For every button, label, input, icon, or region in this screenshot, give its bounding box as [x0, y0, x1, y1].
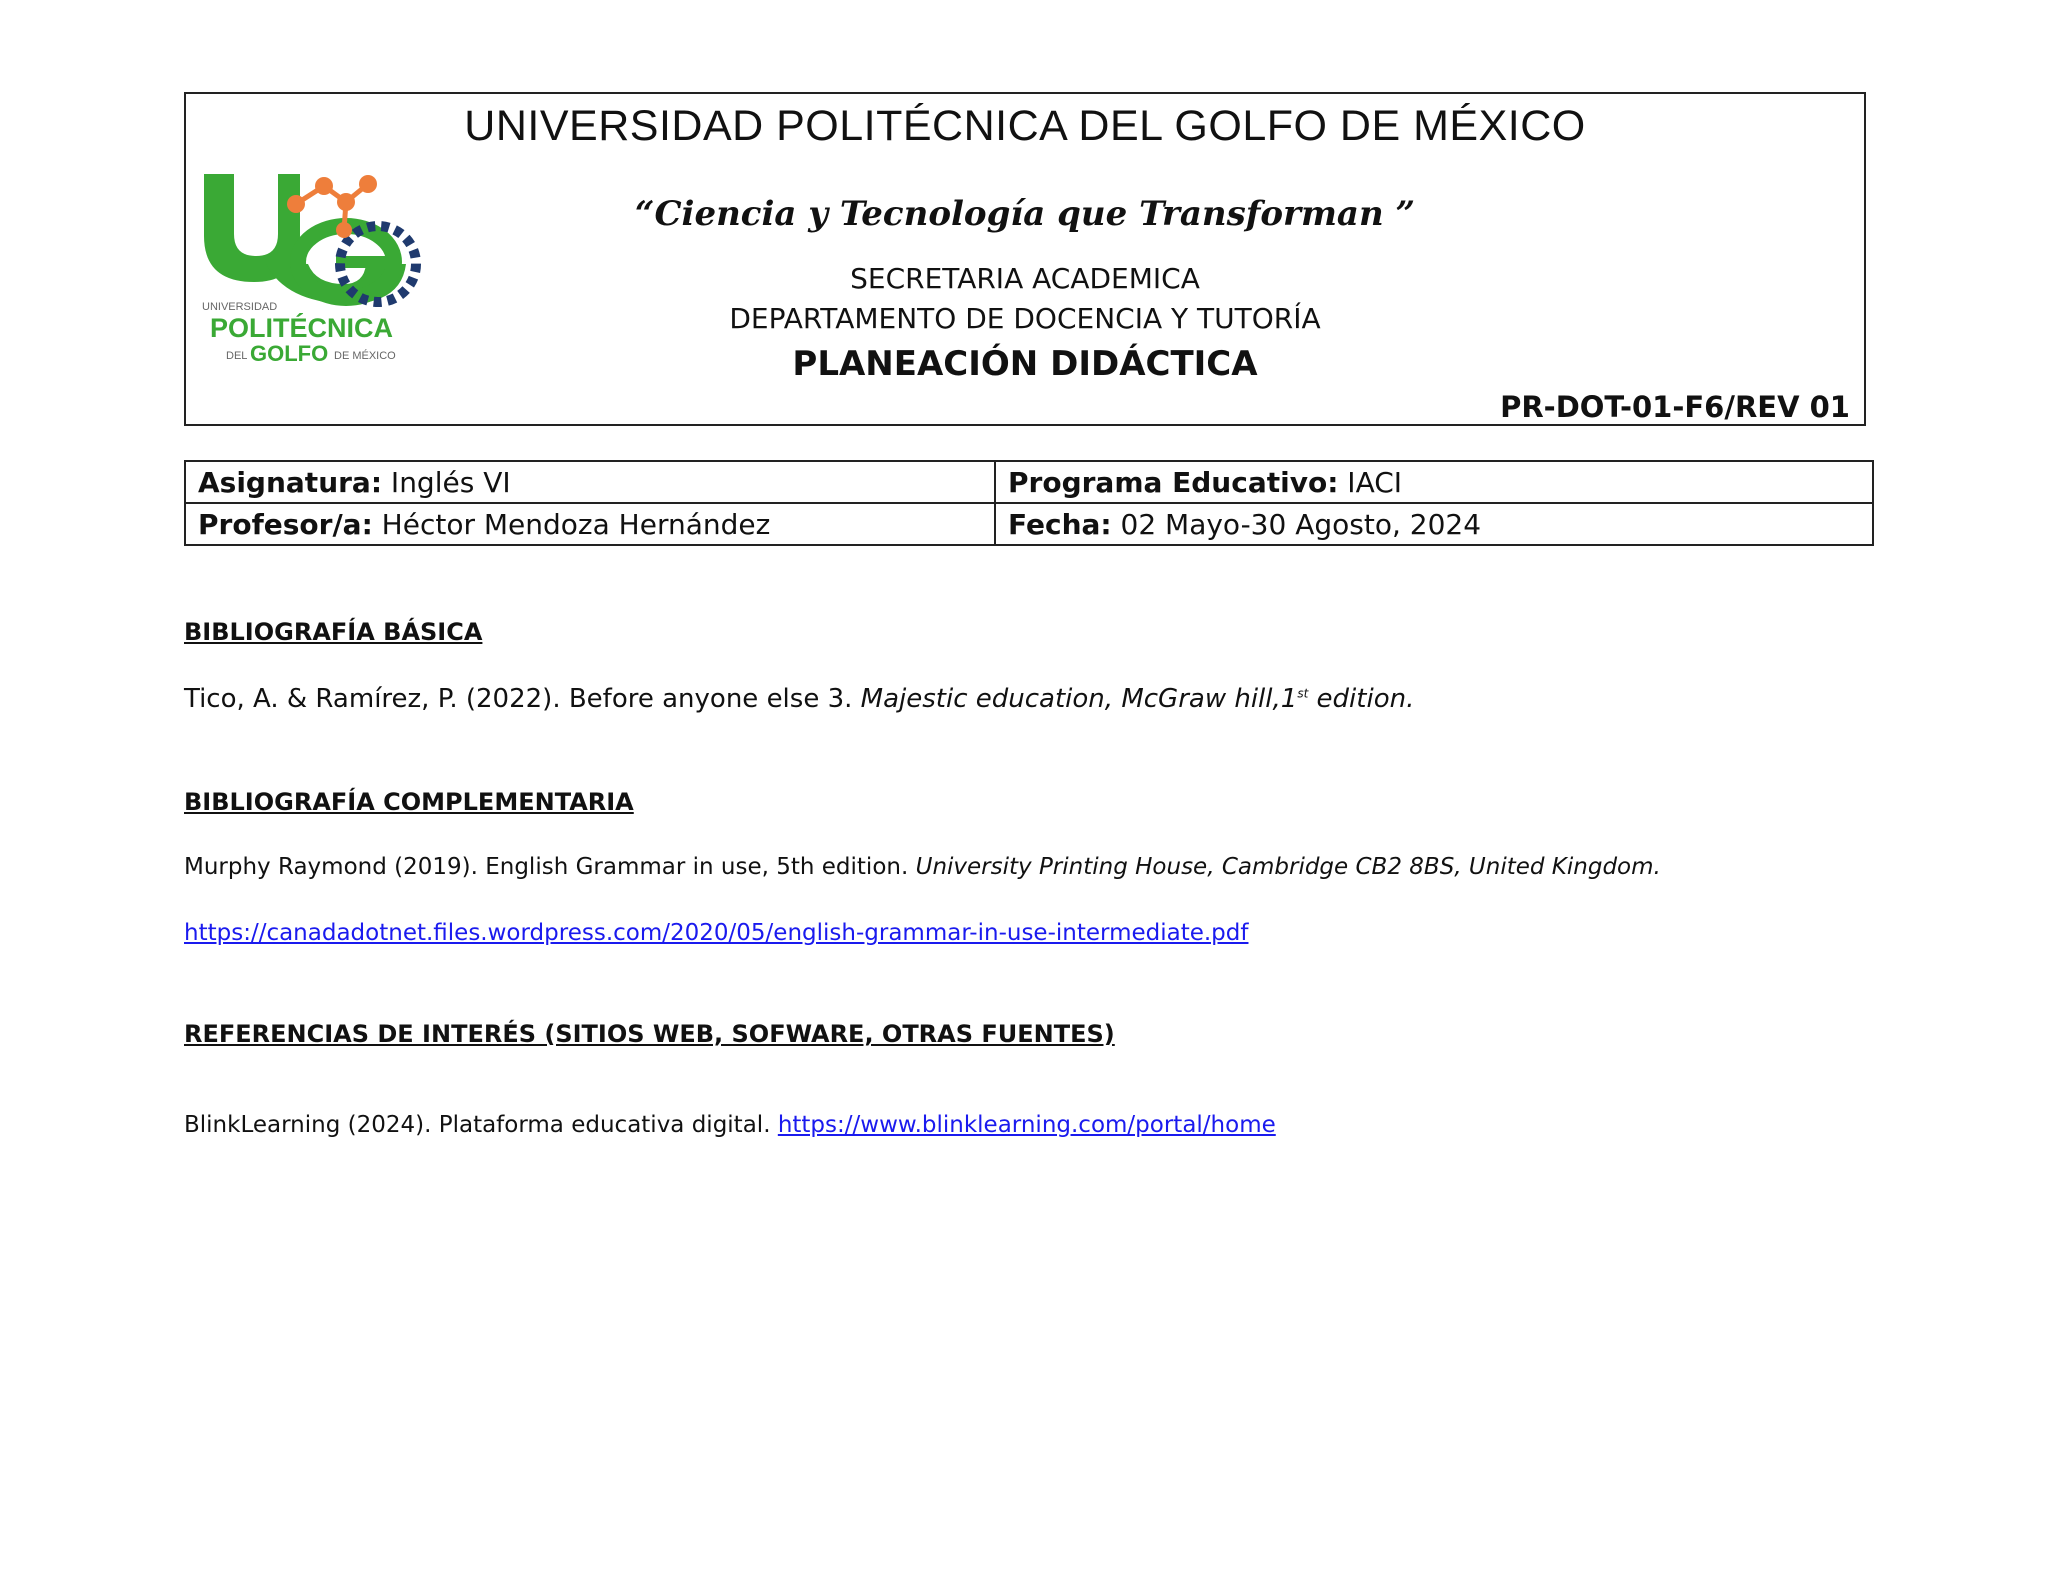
basica-ref-italic-end: edition.: [1308, 684, 1415, 714]
complementaria-link-line: [184, 920, 1248, 946]
asignatura-cell: [185, 461, 995, 503]
programa-cell: [995, 461, 1873, 503]
secretaria-label: SECRETARIA ACADEMICA: [850, 262, 1200, 295]
departamento-label: DEPARTAMENTO DE DOCENCIA Y TUTORÍA: [729, 302, 1321, 335]
complementaria-heading: BIBLIOGRAFÍA COMPLEMENTARIA: [184, 788, 634, 816]
fecha-cell: [995, 503, 1873, 545]
course-info-table: [184, 460, 1874, 546]
university-title: UNIVERSIDAD POLITÉCNICA DEL GOLFO DE MÉXICO: [464, 102, 1586, 150]
complementaria-ref-plain: Murphy Raymond (2019). English Grammar in use, 5th edition.: [184, 854, 916, 880]
referencias-ref-plain: BlinkLearning (2024). Plataforma educativa digital.: [184, 1112, 778, 1138]
referencias-reference: [184, 1112, 1276, 1138]
blinklearning-link[interactable]: https://www.blinklearning.com/portal/home: [777, 1112, 1276, 1138]
logo-text-small: UNIVERSIDAD: [202, 301, 278, 313]
fecha-value: 02 Mayo-30 Agosto, 2024: [1111, 507, 1482, 541]
profesor-cell: [185, 503, 995, 545]
profesor-value: Héctor Mendoza Hernández: [372, 507, 771, 541]
table-row: [185, 461, 1873, 503]
logo-text-golfo: GOLFO: [250, 341, 329, 364]
logo-text-mexico: DE MÉXICO: [334, 350, 396, 362]
basica-ref-sup: st: [1297, 686, 1309, 701]
asignatura-label: Asignatura:: [198, 465, 383, 499]
basica-ref-italic: Majestic education, McGraw hill,1: [860, 684, 1298, 714]
university-motto: “Ciencia y Tecnología que Transforman ”: [634, 194, 1416, 234]
logo-text-main: POLITÉCNICA: [210, 313, 394, 343]
complementaria-ref-italic: University Printing House, Cambridge CB2 8BS, United Kingdom.: [915, 854, 1661, 880]
programa-label: Programa Educativo:: [1008, 465, 1339, 499]
grammar-in-use-link[interactable]: https://canadadotnet.files.wordpress.com/2020/05/english-grammar-in-use-intermediate.pdf: [184, 920, 1249, 946]
fecha-label: Fecha:: [1008, 507, 1112, 541]
table-row: [185, 503, 1873, 545]
basica-reference: [184, 684, 1414, 714]
basica-heading: BIBLIOGRAFÍA BÁSICA: [184, 618, 483, 646]
document-title: PLANEACIÓN DIDÁCTICA: [792, 344, 1258, 384]
complementaria-reference: [184, 854, 1661, 880]
profesor-label: Profesor/a:: [198, 507, 373, 541]
document-code: PR-DOT-01-F6/REV 01: [1500, 390, 1850, 424]
referencias-heading: REFERENCIAS DE INTERÉS (SITIOS WEB, SOFWARE, OTRAS FUENTES): [184, 1020, 1115, 1048]
programa-value: IACI: [1338, 465, 1403, 499]
logo-text-del: DEL: [226, 350, 248, 362]
asignatura-value: Inglés VI: [382, 465, 511, 499]
document-header: [184, 92, 1866, 426]
basica-ref-plain: Tico, A. & Ramírez, P. (2022). Before anyone else 3.: [184, 684, 861, 714]
